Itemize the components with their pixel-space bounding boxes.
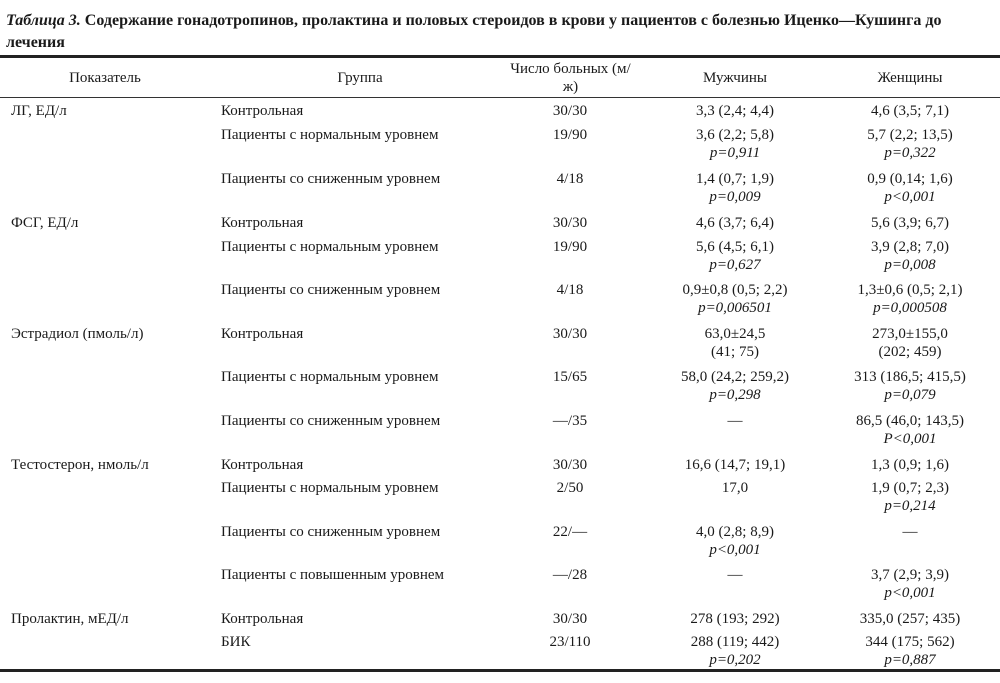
row-count: 30/30 (552, 326, 588, 342)
row-men-second-line: p=0,009 (709, 189, 761, 205)
row-group: Контрольная (221, 457, 304, 473)
table-caption (6, 10, 1000, 54)
header-men: Мужчины (703, 70, 767, 86)
row-indicator: Тестостерон, нмоль/л (11, 457, 149, 473)
row-men-value: 4,6 (3,7; 6,4) (696, 215, 774, 231)
row-men-value: 17,0 (721, 480, 749, 496)
header-rule (0, 97, 1000, 98)
row-women-second-line: p=0,887 (884, 652, 936, 668)
row-group: Контрольная (221, 215, 304, 231)
row-men-value: 16,6 (14,7; 19,1) (684, 457, 786, 473)
row-group: БИК (221, 634, 251, 650)
row-men-value: 288 (119; 442) (690, 634, 780, 650)
row-group: Пациенты с нормальным уровнем (221, 239, 439, 255)
row-women-value: 313 (186,5; 415,5) (854, 369, 966, 385)
row-count: 23/110 (549, 634, 591, 650)
row-group: Пациенты с нормальным уровнем (221, 480, 439, 496)
row-women-value: 344 (175; 562) (865, 634, 955, 650)
row-men-value: 3,6 (2,2; 5,8) (696, 127, 774, 143)
row-count: 19/90 (552, 127, 588, 143)
row-men-second-line: p=0,006501 (698, 300, 772, 316)
row-count: 30/30 (552, 215, 588, 231)
row-count: —/28 (552, 567, 588, 583)
row-count: 22/— (552, 524, 588, 540)
row-men-value: 0,9±0,8 (0,5; 2,2) (682, 282, 788, 298)
row-women-value: 1,9 (0,7; 2,3) (871, 480, 949, 496)
row-men-value: 278 (193; 292) (690, 611, 780, 627)
row-men-second-line: p<0,001 (709, 542, 761, 558)
row-count: 2/50 (556, 480, 584, 496)
row-women-value: 273,0±155,0 (872, 326, 948, 342)
row-count: —/35 (552, 413, 588, 429)
row-count: 4/18 (556, 171, 584, 187)
row-women-second-line: P<0,001 (883, 431, 937, 447)
row-men-second-line: p=0,911 (709, 145, 761, 161)
row-men-second-line: p=0,627 (709, 257, 761, 273)
row-indicator: Эстрадиол (пмоль/л) (11, 326, 144, 342)
row-group: Контрольная (221, 326, 304, 342)
row-women-second-line: p=0,079 (884, 387, 936, 403)
row-women-value: 4,6 (3,5; 7,1) (871, 103, 949, 119)
row-men-second-line: p=0,202 (709, 652, 761, 668)
row-indicator: Пролактин, мЕД/л (11, 611, 129, 627)
row-count: 4/18 (556, 282, 584, 298)
row-women-value: — (902, 524, 918, 540)
row-indicator: ЛГ, ЕД/л (11, 103, 67, 119)
row-count: 30/30 (552, 457, 588, 473)
row-women-value: 3,9 (2,8; 7,0) (871, 239, 949, 255)
row-men-value: 1,4 (0,7; 1,9) (696, 171, 774, 187)
row-group: Пациенты со сниженным уровнем (221, 282, 441, 298)
row-women-value: 5,7 (2,2; 13,5) (867, 127, 953, 143)
row-women-value: 335,0 (257; 435) (859, 611, 961, 627)
row-men-second-line: (41; 75) (711, 344, 759, 360)
row-women-second-line: p=0,008 (884, 257, 936, 273)
row-women-second-line: (202; 459) (878, 344, 942, 360)
row-women-value: 5,6 (3,9; 6,7) (871, 215, 949, 231)
row-count: 19/90 (552, 239, 588, 255)
row-women-second-line: p=0,000508 (873, 300, 947, 316)
top-rule (0, 55, 1000, 58)
row-group: Контрольная (221, 103, 304, 119)
row-group: Пациенты с повышенным уровнем (221, 567, 445, 583)
row-men-value: — (727, 413, 743, 429)
row-women-value: 3,7 (2,9; 3,9) (871, 567, 949, 583)
row-men-value: — (727, 567, 743, 583)
row-men-value: 5,6 (4,5; 6,1) (696, 239, 774, 255)
caption-label: Таблица 3. (6, 12, 81, 29)
header-count: Число больных (м/ж) (510, 61, 631, 95)
header-women: Женщины (877, 70, 943, 86)
row-indicator: ФСГ, ЕД/л (11, 215, 79, 231)
row-men-value: 58,0 (24,2; 259,2) (681, 369, 789, 385)
bottom-rule (0, 669, 1000, 672)
row-women-value: 1,3±0,6 (0,5; 2,1) (857, 282, 963, 298)
row-women-second-line: p=0,214 (884, 498, 936, 514)
row-women-value: 1,3 (0,9; 1,6) (871, 457, 949, 473)
row-men-value: 4,0 (2,8; 8,9) (696, 524, 774, 540)
row-count: 15/65 (552, 369, 588, 385)
row-group: Пациенты со сниженным уровнем (221, 413, 441, 429)
caption-line2: лечения (6, 34, 65, 51)
row-group: Пациенты с нормальным уровнем (221, 127, 439, 143)
row-count: 30/30 (552, 103, 588, 119)
header-indicator: Показатель (69, 70, 141, 86)
row-women-value: 86,5 (46,0; 143,5) (856, 413, 964, 429)
row-women-second-line: p=0,322 (884, 145, 936, 161)
caption-text: Содержание гонадотропинов, пролактина и половых стероидов в крови у пациентов с болезнью Иценко—Кушинга до (80, 12, 942, 29)
row-women-second-line: p<0,001 (884, 585, 936, 601)
row-count: 30/30 (552, 611, 588, 627)
row-men-value: 3,3 (2,4; 4,4) (696, 103, 774, 119)
row-men-value: 63,0±24,5 (704, 326, 766, 342)
row-group: Пациенты со сниженным уровнем (221, 524, 441, 540)
header-group: Группа (337, 70, 383, 86)
row-women-value: 0,9 (0,14; 1,6) (867, 171, 953, 187)
row-group: Пациенты со сниженным уровнем (221, 171, 441, 187)
row-group: Контрольная (221, 611, 304, 627)
row-men-second-line: p=0,298 (709, 387, 761, 403)
row-group: Пациенты с нормальным уровнем (221, 369, 439, 385)
row-women-second-line: p<0,001 (884, 189, 936, 205)
